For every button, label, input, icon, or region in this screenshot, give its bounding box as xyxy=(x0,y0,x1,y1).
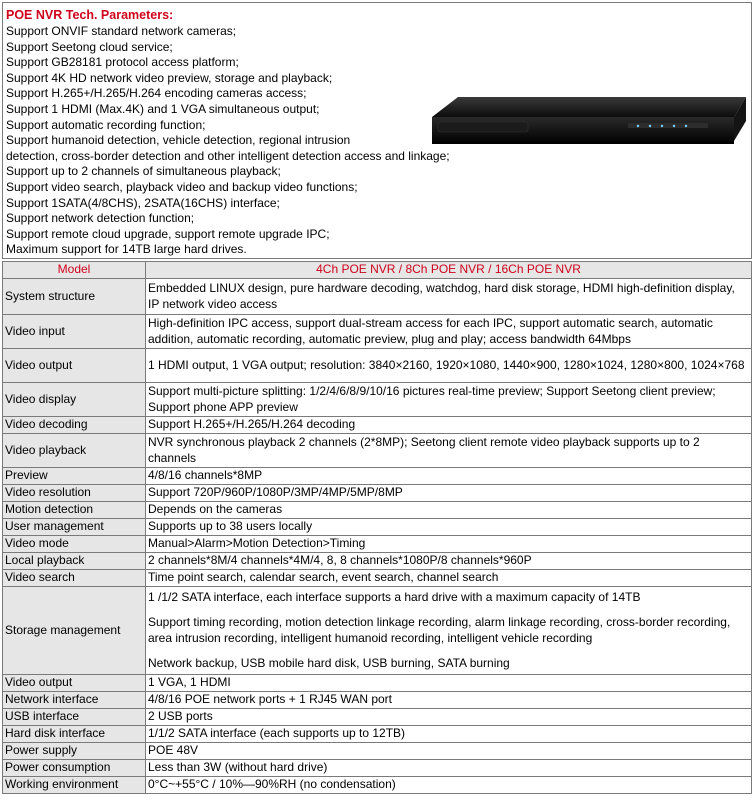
table-row xyxy=(3,349,752,383)
storage-line: Support timing recording, motion detection linkage recording, alarm linkage recording, cross-border recording, area intrusion recording, intelligent humanoid recording, intelligent vehicle recording xyxy=(148,615,731,645)
row-value: Supports up to 38 users locally xyxy=(146,519,752,536)
row-label: Video output xyxy=(3,675,146,692)
table-row-storage xyxy=(3,587,752,675)
row-value: Depends on the cameras xyxy=(146,502,752,519)
intro-line: Support ONVIF standard network cameras; xyxy=(6,24,237,38)
row-value-storage xyxy=(146,587,752,675)
row-label: Video playback xyxy=(3,434,146,468)
table-row xyxy=(3,502,752,519)
intro-line: Support network detection function; xyxy=(6,211,195,226)
row-value: Support multi-picture splitting: 1/2/4/6/8/9/10/16 pictures real-time preview; Support Seetong client preview; Support phone APP preview xyxy=(146,383,752,417)
row-value: POE 48V xyxy=(146,743,752,760)
intro-line: detection, cross-border detection and other intelligent detection access and linkage; xyxy=(6,148,450,163)
row-label: Preview xyxy=(3,468,146,485)
row-label: Video display xyxy=(3,383,146,417)
table-row xyxy=(3,777,752,794)
table-row xyxy=(3,383,752,417)
row-label: Video resolution xyxy=(3,485,146,502)
spec-table xyxy=(2,261,752,794)
table-row xyxy=(3,485,752,502)
table-row xyxy=(3,519,752,536)
row-value: Support 720P/960P/1080P/3MP/4MP/5MP/8MP xyxy=(146,485,752,502)
table-row xyxy=(3,675,752,692)
header-label: Model xyxy=(3,262,146,279)
row-label: Power consumption xyxy=(3,760,146,777)
table-row xyxy=(3,417,752,434)
intro-line: Support up to 2 channels of simultaneous playback; xyxy=(6,164,281,179)
table-row xyxy=(3,570,752,587)
intro-line: Support 1SATA(4/8CHS), 2SATA(16CHS) interface; xyxy=(6,195,280,210)
table-row xyxy=(3,760,752,777)
row-value: Manual>Alarm>Motion Detection>Timing xyxy=(146,536,752,553)
row-value: NVR synchronous playback 2 channels (2*8MP); Seetong client remote video playback supports up to 2 channels xyxy=(146,434,752,468)
storage-line: Network backup, USB mobile hard disk, USB burning, SATA burning xyxy=(148,656,510,670)
row-label: Video input xyxy=(3,315,146,349)
intro-section xyxy=(2,2,752,259)
row-label: Video decoding xyxy=(3,417,146,434)
table-header-row xyxy=(3,262,752,279)
row-label: Working environment xyxy=(3,777,146,794)
storage-spacer xyxy=(148,646,749,656)
intro-line: Support H.265+/H.265/H.264 encoding cameras access; xyxy=(6,86,307,101)
row-label: User management xyxy=(3,519,146,536)
intro-title: POE NVR Tech. Parameters: xyxy=(6,8,174,22)
row-value: 0°C~+55°C / 10%—90%RH (no condensation) xyxy=(146,777,752,794)
intro-line: Support automatic recording function; xyxy=(6,117,206,132)
table-row xyxy=(3,536,752,553)
row-label: Storage management xyxy=(3,587,146,675)
intro-line: Support video search, playback video and backup video functions; xyxy=(6,179,358,194)
row-value: 2 channels*8M/4 channels*4M/4, 8, 8 channels*1080P/8 channels*960P xyxy=(146,553,752,570)
table-row xyxy=(3,709,752,726)
row-label: USB interface xyxy=(3,709,146,726)
row-value: Less than 3W (without hard drive) xyxy=(146,760,752,777)
intro-line: Support humanoid detection, vehicle detection, regional intrusion xyxy=(6,133,351,148)
table-row xyxy=(3,743,752,760)
table-row xyxy=(3,434,752,468)
row-value: High-definition IPC access, support dual-stream access for each IPC, support automatic search, automatic addition, automatic recording, automatic preview, plug and play; access bandwidth 64Mbps xyxy=(146,315,752,349)
row-value: 1/1/2 SATA interface (each supports up to 12TB) xyxy=(146,726,752,743)
row-label: Video search xyxy=(3,570,146,587)
row-value: 4/8/16 channels*8MP xyxy=(146,468,752,485)
row-value: Time point search, calendar search, event search, channel search xyxy=(146,570,752,587)
intro-line: Maximum support for 14TB large hard drives. xyxy=(6,242,247,257)
intro-line: Support 4K HD network video preview, storage and playback; xyxy=(6,70,333,85)
table-row xyxy=(3,279,752,315)
row-value: 1 VGA, 1 HDMI xyxy=(146,675,752,692)
intro-line: Support remote cloud upgrade, support remote upgrade IPC; xyxy=(6,226,330,241)
table-row xyxy=(3,726,752,743)
table-row xyxy=(3,315,752,349)
row-label: Power supply xyxy=(3,743,146,760)
row-value: 2 USB ports xyxy=(146,709,752,726)
row-label: Local playback xyxy=(3,553,146,570)
row-label: Motion detection xyxy=(3,502,146,519)
row-label: Video output xyxy=(3,349,146,383)
storage-line: 1 /1/2 SATA interface, each interface supports a hard drive with a maximum capacity of 14TB xyxy=(148,589,641,604)
intro-line: Support GB28181 protocol access platform; xyxy=(6,55,239,70)
row-label: Network interface xyxy=(3,692,146,709)
row-label: Hard disk interface xyxy=(3,726,146,743)
table-row xyxy=(3,553,752,570)
intro-line: Support 1 HDMI (Max.4K) and 1 VGA simultaneous output; xyxy=(6,101,320,116)
row-value: 1 HDMI output, 1 VGA output; resolution: 3840×2160, 1920×1080, 1440×900, 1280×1024, 1280×800, 1024×768 xyxy=(146,349,752,383)
row-value: Support H.265+/H.265/H.264 decoding xyxy=(146,417,752,434)
row-value: 4/8/16 POE network ports + 1 RJ45 WAN port xyxy=(146,692,752,709)
nvr-device-image xyxy=(428,95,748,147)
row-label: System structure xyxy=(3,279,146,315)
table-row xyxy=(3,692,752,709)
storage-spacer xyxy=(148,605,749,615)
row-label: Video mode xyxy=(3,536,146,553)
intro-line: Support Seetong cloud service; xyxy=(6,39,173,54)
row-value: Embedded LINUX design, pure hardware decoding, watchdog, hard disk storage, HDMI high-definition display, IP network video access xyxy=(146,279,752,315)
table-row xyxy=(3,468,752,485)
header-value: 4Ch POE NVR / 8Ch POE NVR / 16Ch POE NVR xyxy=(146,262,752,279)
